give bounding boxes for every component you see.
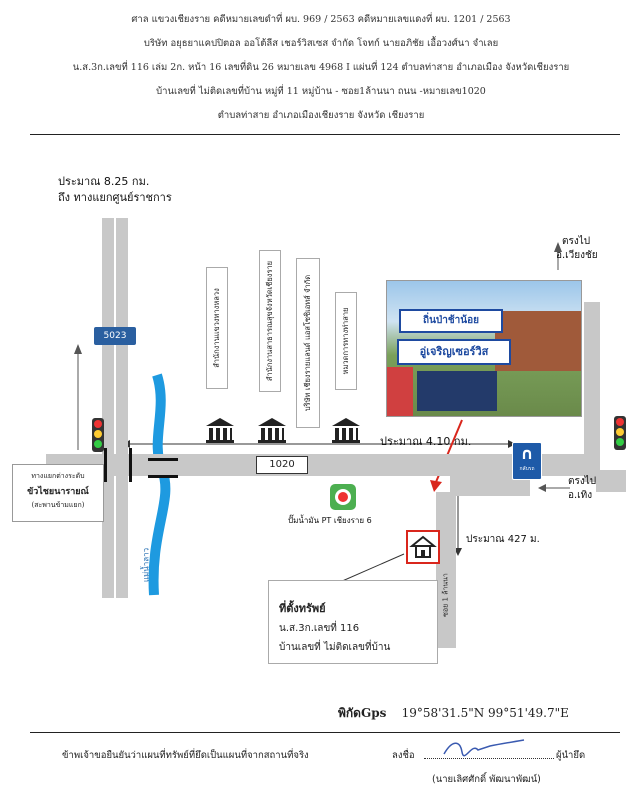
wiangchai-label-2: อ.เวียงชัย: [556, 250, 598, 261]
interchange-line-1: ทางแยกต่างระดับ: [31, 472, 85, 480]
traffic-light-icon: [92, 418, 104, 452]
sign-suffix: ผู้นำยึด: [556, 750, 586, 761]
river-label: แม่น้ำลาว: [141, 547, 151, 583]
header-parties-line: บริษัท อยุธยาแคปปิตอล ออโต้ลีส เชอร์วิสเซส จำกัด โจทก์ นายอภิชัย เอื้อวงศ์นา จำเลย: [143, 38, 499, 49]
uturn-sign: [512, 442, 542, 480]
interchange-box: [12, 464, 104, 522]
signature-icon: [438, 734, 528, 760]
photo-billboard: [417, 371, 497, 411]
gps-value: 19°58'31.5"N 99°51'49.7"E: [401, 706, 569, 720]
landmark-highway-office: สำนักงานแขวงทางหลวง: [206, 267, 228, 389]
road-east-branch: [596, 470, 626, 492]
left-arrow-icon: [538, 484, 546, 492]
map: [0, 140, 642, 700]
signer-name: (นายเลิศศักดิ์ พัฒนาพัฒน์): [432, 774, 541, 785]
red-arrow-icon: [430, 480, 442, 492]
footer-divider: [30, 732, 620, 733]
uturn-icon: ∩: [520, 444, 534, 463]
photo-sign-1: ถิ่นป่าช้าน้อย: [399, 309, 503, 333]
soi-label: ซอย 1 ล้านนา: [441, 573, 450, 617]
thoeng-label-1: ตรงไป: [568, 476, 597, 487]
header-district-line: ตำบลท่าสาย อำเภอเมืองเชียงราย จังหวัด เชียงราย: [217, 110, 425, 121]
distance-top-label: ประมาณ 8.25 กม.: [58, 175, 150, 188]
building-icon: [255, 416, 289, 444]
wiangchai-label-1: ตรงไป: [562, 236, 591, 247]
distance-427-label: ประมาณ 427 ม.: [466, 534, 540, 545]
junction-label: ถึง ทางแยกศูนย์ราชการ: [58, 191, 172, 204]
gas-station-logo: [330, 484, 356, 510]
uturn-label: กลับรถ: [519, 466, 535, 472]
property-info-box: [268, 580, 438, 664]
landmark-company: บริษัท เชียงรายแลนด์ แอสโซซิเอทส์ จำกัด: [296, 258, 320, 428]
property-title: ที่ตั้งทรัพย์: [279, 602, 326, 615]
traffic-light-icon: [614, 416, 626, 450]
gps-label: พิกัดGps: [338, 706, 387, 720]
house-icon: [406, 530, 440, 564]
header-case-line: ศาล แขวงเชียงราย คดีหมายเลขดำที่ ผบ. 969 / 2563 คดีหมายเลขแดงที่ ผบ. 1201 / 2563: [131, 14, 511, 25]
property-line-1: น.ส.3ก.เลขที่ 116: [279, 623, 360, 634]
gps-row: [338, 704, 569, 723]
highway-5023-sign: 5023: [94, 327, 136, 345]
property-line-2: บ้านเลขที่ ไม่ติดเลขที่บ้าน: [279, 642, 391, 653]
certify-text: ข้าพเจ้าขอยืนยันว่าแผนที่ทรัพย์ที่ยึดเป็นแผนที่จากสถานที่จริง: [62, 750, 309, 761]
header-divider: [30, 134, 620, 135]
gas-station-label: ปั๊มน้ำมัน PT เชียงราย 6: [288, 516, 372, 525]
interchange-line-2: ขัวไชยนารายณ์: [27, 487, 89, 497]
north-arrow-icon: [74, 344, 82, 354]
building-icon: [203, 416, 237, 444]
header-deed-line: น.ส.3ก.เลขที่ 116 เล่ม 2ก. หน้า 16 เลขที่ดิน 26 หมายเลข 4968 I แผ่นที่ 124 ตำบลท่าสาย อำเภอเมือง จังหวัดเชียงราย: [72, 62, 570, 73]
bridge-icon: [148, 458, 178, 478]
sign-prefix: ลงชื่อ: [392, 750, 415, 761]
landmark-district-office: หมวดการทางท่าสาย: [335, 292, 357, 390]
road-vertical-right: [584, 302, 600, 482]
landmark-health-office: สำนักงานสาธารณสุขจังหวัดเชียงราย: [259, 250, 281, 392]
overpass-icon: [104, 448, 132, 482]
property-photo: [386, 280, 582, 417]
photo-red-sign: [387, 367, 413, 416]
photo-sign-2: อู่เจริญเซอร์วิส: [397, 339, 511, 365]
road-lane-divider: [114, 218, 116, 598]
header-address-line: บ้านเลขที่ ไม่ติดเลขที่บ้าน หมู่ที่ 11 หมู่บ้าน - ซอย1ล้านนา ถนน -หมายเลข1020: [156, 86, 486, 97]
interchange-line-3: (สะพานข้ามแยก): [31, 501, 85, 509]
distance-410-label: ประมาณ 4.10 กม.: [380, 435, 472, 448]
thoeng-label-2: อ.เทิง: [568, 490, 593, 501]
building-icon: [329, 416, 363, 444]
pt-logo-icon: [335, 489, 351, 505]
route-1020-label: 1020: [256, 456, 308, 474]
